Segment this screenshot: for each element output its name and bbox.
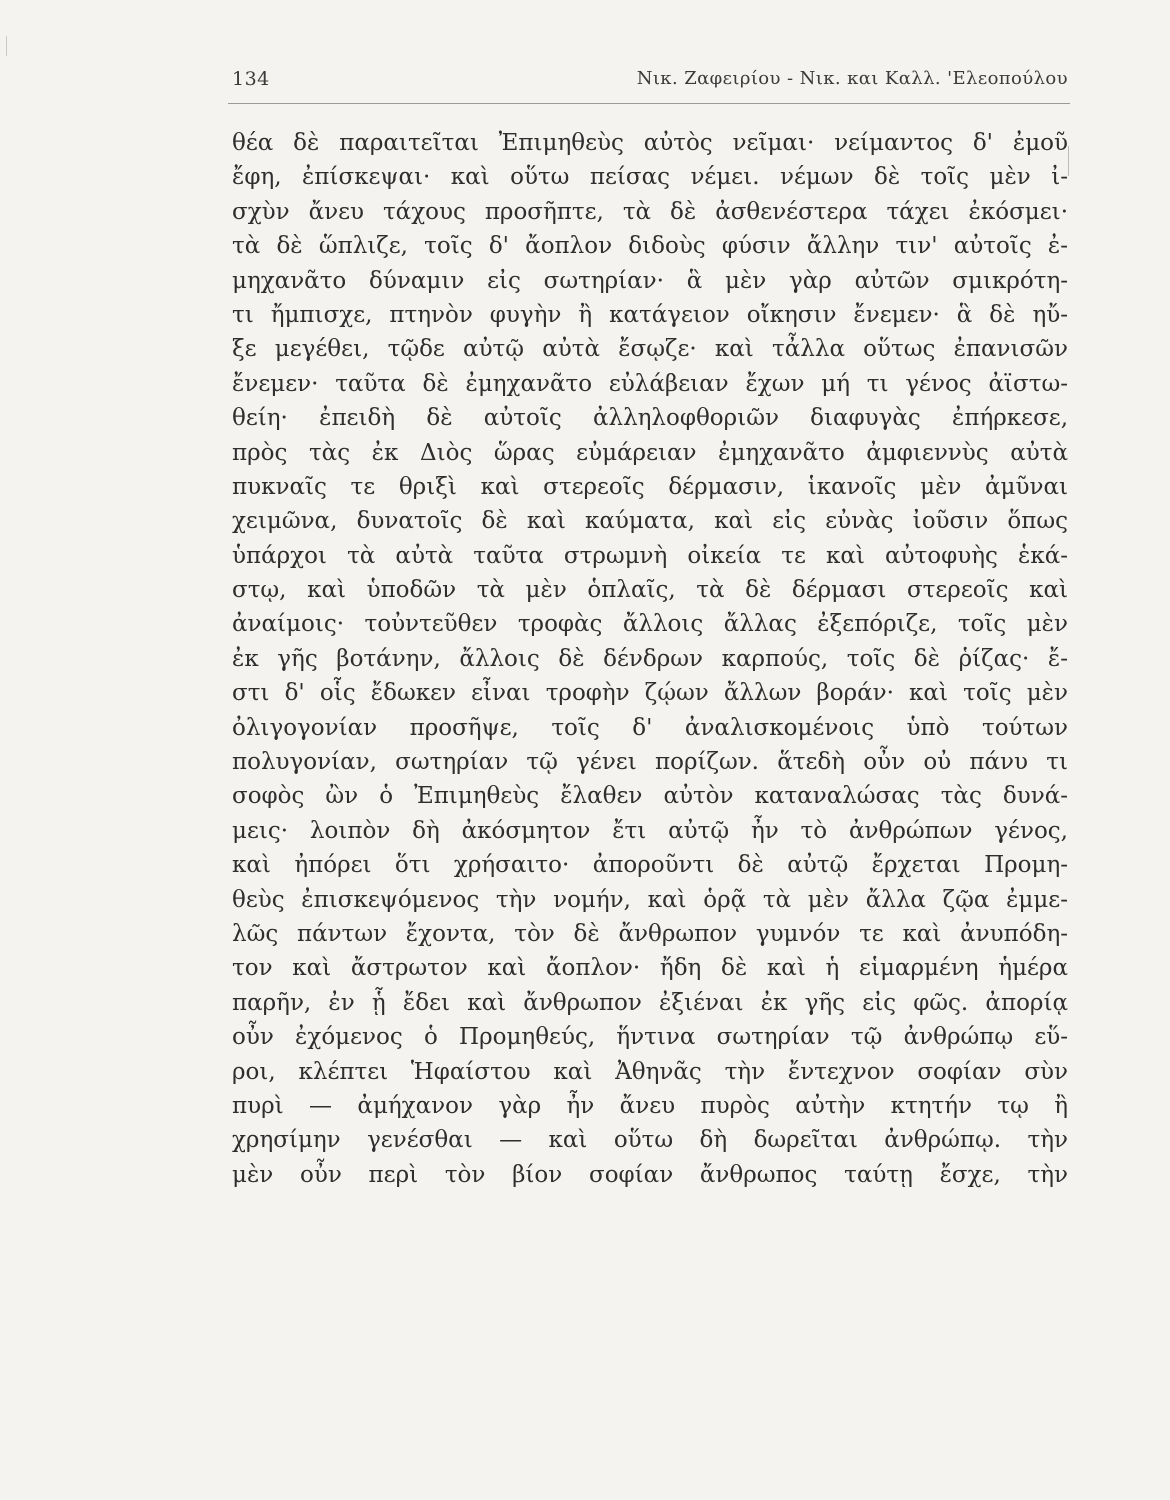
text-line: μηχανᾶτο δύναμιν εἰς σωτηρίαν· ἃ μὲν γὰρ αὐτῶν σμικρότη-	[232, 267, 1068, 294]
text-line: σοφὸς ὢν ὁ Ἐπιμηθεὺς ἔλαθεν αὐτὸν καταναλώσας τὰς δυνά-	[232, 783, 1068, 810]
text-line: τὰ δὲ ὥπλιζε, τοῖς δ' ἄοπλον διδοὺς φύσιν ἄλλην τιν' αὐτοῖς ἐ-	[232, 233, 1068, 260]
page-number: 134	[232, 68, 270, 90]
text-line: ἀναίμοις· τοὐντεῦθεν τροφὰς ἄλλοις ἄλλας ἐξεπόριζε, τοῖς μὲν	[232, 611, 1068, 638]
text-line: οὖν ἐχόμενος ὁ Προμηθεύς, ἥντινα σωτηρίαν τῷ ἀνθρώπῳ εὕ-	[232, 1024, 1068, 1051]
text-line: παρῆν, ἐν ᾗ ἔδει καὶ ἄνθρωπον ἐξιέναι ἐκ γῆς εἰς φῶς. ἀπορίᾳ	[232, 989, 1068, 1016]
body-text	[232, 126, 1068, 1227]
text-line: πυκναῖς τε θριξὶ καὶ στερεοῖς δέρμασιν, ἱκανοῖς μὲν ἀμῦναι	[232, 473, 1068, 500]
text-line: στῳ, καὶ ὑποδῶν τὰ μὲν ὁπλαῖς, τὰ δὲ δέρμασι στερεοῖς καὶ	[232, 577, 1068, 604]
text-line	[232, 1192, 1068, 1226]
text-line: τι ἤμπισχε, πτηνὸν φυγὴν ἢ κατάγειον οἴκησιν ἔνεμεν· ἃ δὲ ηὔ-	[232, 301, 1068, 328]
text-line: λῶς πάντων ἔχοντα, τὸν δὲ ἄνθρωπον γυμνόν τε καὶ ἀνυπόδη-	[232, 920, 1068, 947]
text-line: τον καὶ ἄστρωτον καὶ ἄοπλον· ἤδη δὲ καὶ ἡ εἱμαρμένη ἡμέρα	[232, 955, 1068, 982]
text-line: ἐκ γῆς βοτάνην, ἄλλοις δὲ δένδρων καρπούς, τοῖς δὲ ῥίζας· ἔ-	[232, 645, 1068, 672]
text-line: ἔνεμεν· ταῦτα δὲ ἐμηχανᾶτο εὐλάβειαν ἔχων μή τι γένος ἀϊστω-	[232, 370, 1068, 397]
text-line: καὶ ἠπόρει ὅτι χρήσαιτο· ἀποροῦντι δὲ αὐτῷ ἔρχεται Προμη-	[232, 852, 1068, 879]
text-line: χειμῶνα, δυνατοῖς δὲ καὶ καύματα, καὶ εἰς εὐνὰς ἰοῦσιν ὅπως	[232, 508, 1068, 535]
text-line: ἔφη, ἐπίσκεψαι· καὶ οὕτω πείσας νέμει. νέμων δὲ τοῖς μὲν ἰ-	[232, 164, 1068, 191]
header-rule	[228, 103, 1070, 104]
page-header	[232, 68, 1068, 104]
scan-edge-mark	[6, 36, 7, 56]
text-line: ὀλιγογονίαν προσῆψε, τοῖς δ' ἀναλισκομένοις ὑπὸ τούτων	[232, 714, 1068, 741]
text-line: μὲν οὖν περὶ τὸν βίον σοφίαν ἄνθρωπος ταύτῃ ἔσχε, τὴν	[232, 1161, 1068, 1188]
text-line: θεὺς ἐπισκεψόμενος τὴν νομήν, καὶ ὁρᾷ τὰ μὲν ἄλλα ζῷα ἐμμε-	[232, 886, 1068, 913]
running-head: Νικ. Ζαφειρίου - Νικ. και Καλλ. 'Ελεοπούλου	[636, 68, 1068, 89]
text-line: πολυγονίαν, σωτηρίαν τῷ γένει πορίζων. ἅτεδὴ οὖν οὐ πάνυ τι	[232, 749, 1068, 776]
text-line: πρὸς τὰς ἐκ Διὸς ὥρας εὐμάρειαν ἐμηχανᾶτο ἀμφιεννὺς αὐτὰ	[232, 439, 1068, 466]
text-line: μεις· λοιπὸν δὴ ἀκόσμητον ἔτι αὐτῷ ἦν τὸ ἀνθρώπων γένος,	[232, 817, 1068, 844]
text-line: χρησίμην γενέσθαι — καὶ οὕτω δὴ δωρεῖται ἀνθρώπῳ. τὴν	[232, 1127, 1068, 1154]
text-line: πυρὶ — ἀμήχανον γὰρ ἦν ἄνευ πυρὸς αὐτὴν κτητήν τῳ ἢ	[232, 1092, 1068, 1119]
text-line: ροι, κλέπτει Ἡφαίστου καὶ Ἀθηνᾶς τὴν ἔντεχνον σοφίαν σὺν	[232, 1058, 1068, 1085]
text-line: θείη· ἐπειδὴ δὲ αὐτοῖς ἀλληλοφθοριῶν διαφυγὰς ἐπήρκεσε,	[232, 405, 1068, 432]
text-line: σχὺν ἄνευ τάχους προσῆπτε, τὰ δὲ ἀσθενέστερα τάχει ἐκόσμει·	[232, 198, 1068, 225]
text-line: ξε μεγέθει, τῷδε αὐτῷ αὐτὰ ἔσῳζε· καὶ τἆλλα οὕτως ἐπανισῶν	[232, 336, 1068, 363]
text-line: ὑπάρχοι τὰ αὐτὰ ταῦτα στρωμνὴ οἰκεία τε καὶ αὐτοφυὴς ἑκά-	[232, 542, 1068, 569]
text-line: θέα δὲ παραιτεῖται Ἐπιμηθεὺς αὐτὸς νεῖμαι· νείμαντος δ' ἐμοῦ	[232, 130, 1068, 156]
text-line: στι δ' οἷς ἔδωκεν εἶναι τροφὴν ζῴων ἄλλων βοράν· καὶ τοῖς μὲν	[232, 680, 1068, 707]
margin-pencil-mark	[1068, 146, 1069, 176]
